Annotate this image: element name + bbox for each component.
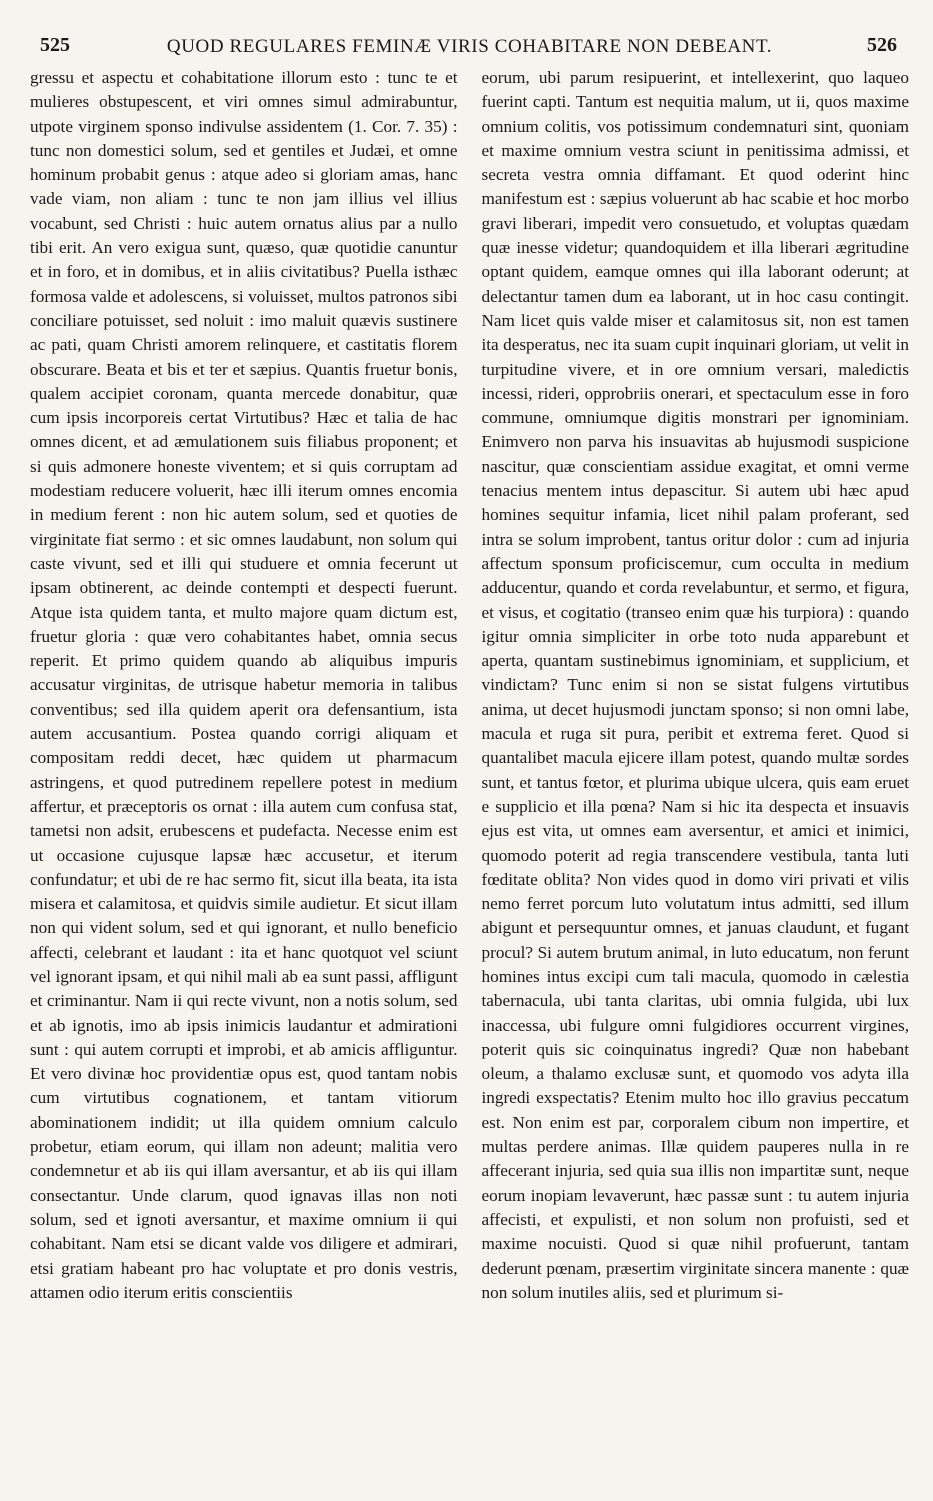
text-columns <box>30 66 909 1305</box>
page-number-right: 526 <box>867 34 897 56</box>
running-header <box>30 30 909 66</box>
right-column <box>482 66 910 1305</box>
running-title: QUOD REGULARES FEMINÆ VIRIS COHABITARE NON DEBEANT. <box>166 36 773 57</box>
right-column-text: eorum, ubi parum resipuerint, et intellexerint, quo laqueo fuerint capti. Tantum est nequitia malum, ut ii, quos maxime omnium colitis, vos potissimum condemnaturi sint, quoniam et maxime omnium vestra sciunt in penitissima admissi, et secreta vestra omnia diffamant. Et quod oderint hinc manifestum est : sæpius voluerunt ab hac scabie et hoc morbo gravi liberari, impedit vero consuetudo, et voluptas quædam quæ inesse videtur; quandoquidem et illa liberari ægritudine optant quidem, eamque omnes qui illa laborant oderunt; at delectantur tamen dum ea laborant, ut in hoc casu contingit. Nam licet quis valde miser et calamitosus sit, non est tamen ita desperatus, nec ita suam cupit inquinari gloriam, ut velit in turpitudine vivere, et in ore omnium versari, maledictis incessi, rideri, opprobriis onerari, et spectaculum esse in foro commune, omniumque digitis monstrari per ignominiam. Enimvero non parva his insuavitas ab hujusmodi suspicione nascitur, quæ conscientiam assidue exagitat, et omni verme tenacius mentem intus depascitur. Si autem ubi hæc apud homines sequitur infamia, licet nihil palam proferant, sed intra se solum improbent, tantus oritur dolor : cum ad injuria affectum sponsum proficiscemur, cum occulta in medium adducentur, quando et corda revelabuntur, et sermo, et figura, et visus, et cogitatio (transeo enim quæ his turpiora) : quando igitur omnia simpliciter in orbe toto nuda apparebunt et aperta, quantam sustinebimus ignominiam, et supplicium, et vindictam? Tunc enim si non se sistat fulgens virtutibus anima, ut decet hujusmodi junctam sponso; si non omni labe, macula et ruga sit pura, peribit et extrema feret. Quod si quantalibet macula ejicere illam potest, quando multæ sordes sunt, et tantus fœtor, et plurima ubique ulcera, quis eam eruet e supplicio et illa pœna? Nam si hic ita despecta et insuavis ejus est vita, ut omnes eam aversentur, et amici et inimici, quomodo poterit ad regia transcendere vestibula, tanta luti fœditate oblita? Non vides quod in domo viri privati et vilis nemo ferret porcum luto volutatum intus admitti, sed illum abigunt et persequuntur omnes, et januas claudunt, et fugant procul? Si autem brutum animal, in luto educatum, non ferunt homines intus excipi cum tali macula, quomodo in cælestia tabernacula, ubi tanta claritas, ubi omnia fulgida, ubi lux inaccessa, ubi fulgure omni fulgidiores occurrent virgines, poterit quis sic coinquinatus ingredi? Quæ non habebant oleum, a thalamo exclusæ sunt, et quomodo vos adyta illa ingredi exspectatis? Etenim multo hoc illo gravius peccatum est. Non enim est par, corporalem cibum non impertire, et multas perdere animas. Illæ quidem pauperes nulla in re affecerant injuria, sed quia sua illis non impartitæ sunt, neque eorum inopiam levaverunt, hæc passæ sunt : tu autem injuria affecisti, et expulisti, et non solum non profuisti, sed et maxime nocuisti. Quod si quæ nihil profuerunt, tantam dederunt pœnam, præsertim virginitate sincera manente : quæ non solum inutiles aliis, sed et plurimum si- <box>481 68 909 1302</box>
left-column-text: gressu et aspectu et cohabitatione illorum esto : tunc te et mulieres obstupescent, et viri omnes simul admirabuntur, utpote virginem sponso indivulse assidentem (1. Cor. 7. 35) : tunc non domestici solum, sed et gentiles et Judæi, et omne hominum probabit genus : atque adeo si gloriam amas, hanc vade viam, non aliam : tunc te non jam illius vel illius vocabunt, sed Christi : huic autem ornatus alius par a nullo tibi erit. An vero exigua sunt, quæso, quæ quotidie canuntur et in foro, et in domibus, et in aliis civitatibus? Puella isthæc formosa valde et adolescens, si voluisset, multos patronos sibi conciliare potuisset, sed noluit : imo maluit quævis sustinere ac pati, quam Christi amorem relinquere, et castitatis florem obscurare. Beata et bis et ter et sæpius. Quantis fruetur bonis, qualem accipiet coronam, quanta mercede donabitur, quæ cum ipsis incorporeis certat Virtutibus? Hæc et talia de hac omnes dicent, et ad æmulationem suis filiabus proponent; et si quis admonere honeste viventem; et si quis corruptam ad modestiam reducere voluerit, hæc illi iterum omnes encomia in medium ferent : non hic autem solum, sed et quoties de virginitate fiat sermo : et sic omnes laudabunt, non solum qui caste vivunt, sed et illi qui studuere et omnia fecerunt ut ipsam obtinerent, ac deinde contempti et despecti fuerunt. Atque ista quidem tanta, et multo majore quam dictum est, fruetur gloria : quæ vero cohabitantes habet, omnia secus reperit. Et primo quidem quando ab aliquibus impuris accusatur virginitas, de utrisque habetur memoria in talibus conventibus; sed illa quidem aperit ora defensantium, ista autem accusantium. Postea quando corrigi aliquam et compositam reddi decet, hæc quidem ut pharmacum astringens, et quod putredinem repellere potest in medium affertur, et præceptoris os ornat : illa autem cum confusa stat, tametsi non adsit, erubescens et pudefacta. Necesse enim est ut occasione cujusque lapsæ hæc accusetur, et iterum confundatur; et ubi de re hac sermo fit, sicut illa beata, ita ista misera et calamitosa, et quidvis simile audietur. Et sicut illam non qui vident solum, sed et qui ignorant, et nullo beneficio affecti, celebrant et laudant : ita et hanc quotquot vel sciunt vel ignorant ipsam, et qui nihil mali ab ea sunt passi, affligunt et criminantur. Nam ii qui recte vivunt, non a notis solum, sed et ab ignotis, imo ab ipsis inimicis laudantur et admirationi sunt : qui autem corrupti et improbi, et ab amicis affliguntur. Et vero divinæ hoc providentiæ opus est, quod tantam nobis cum virtutibus cognationem, et tantam vitiorum abominationem indidit; ut illa quidem omnium calculo probetur, etiam eorum, qui illam non adeunt; malitia vero condemnetur et ab iis qui illam aversantur, et ab iis qui illam consectantur. Unde clarum, quod ignavas illas non noti solum, sed et ignoti aversantur, et maxime omnium ii qui cohabitant. Nam etsi se dicant valde vos diligere et admirari, etsi gratiam habeant pro hac voluptate et pro donis vestris, attamen odio iterum eritis conscientiis <box>30 68 458 1302</box>
page-number-left: 525 <box>40 34 70 56</box>
left-column <box>30 66 458 1305</box>
